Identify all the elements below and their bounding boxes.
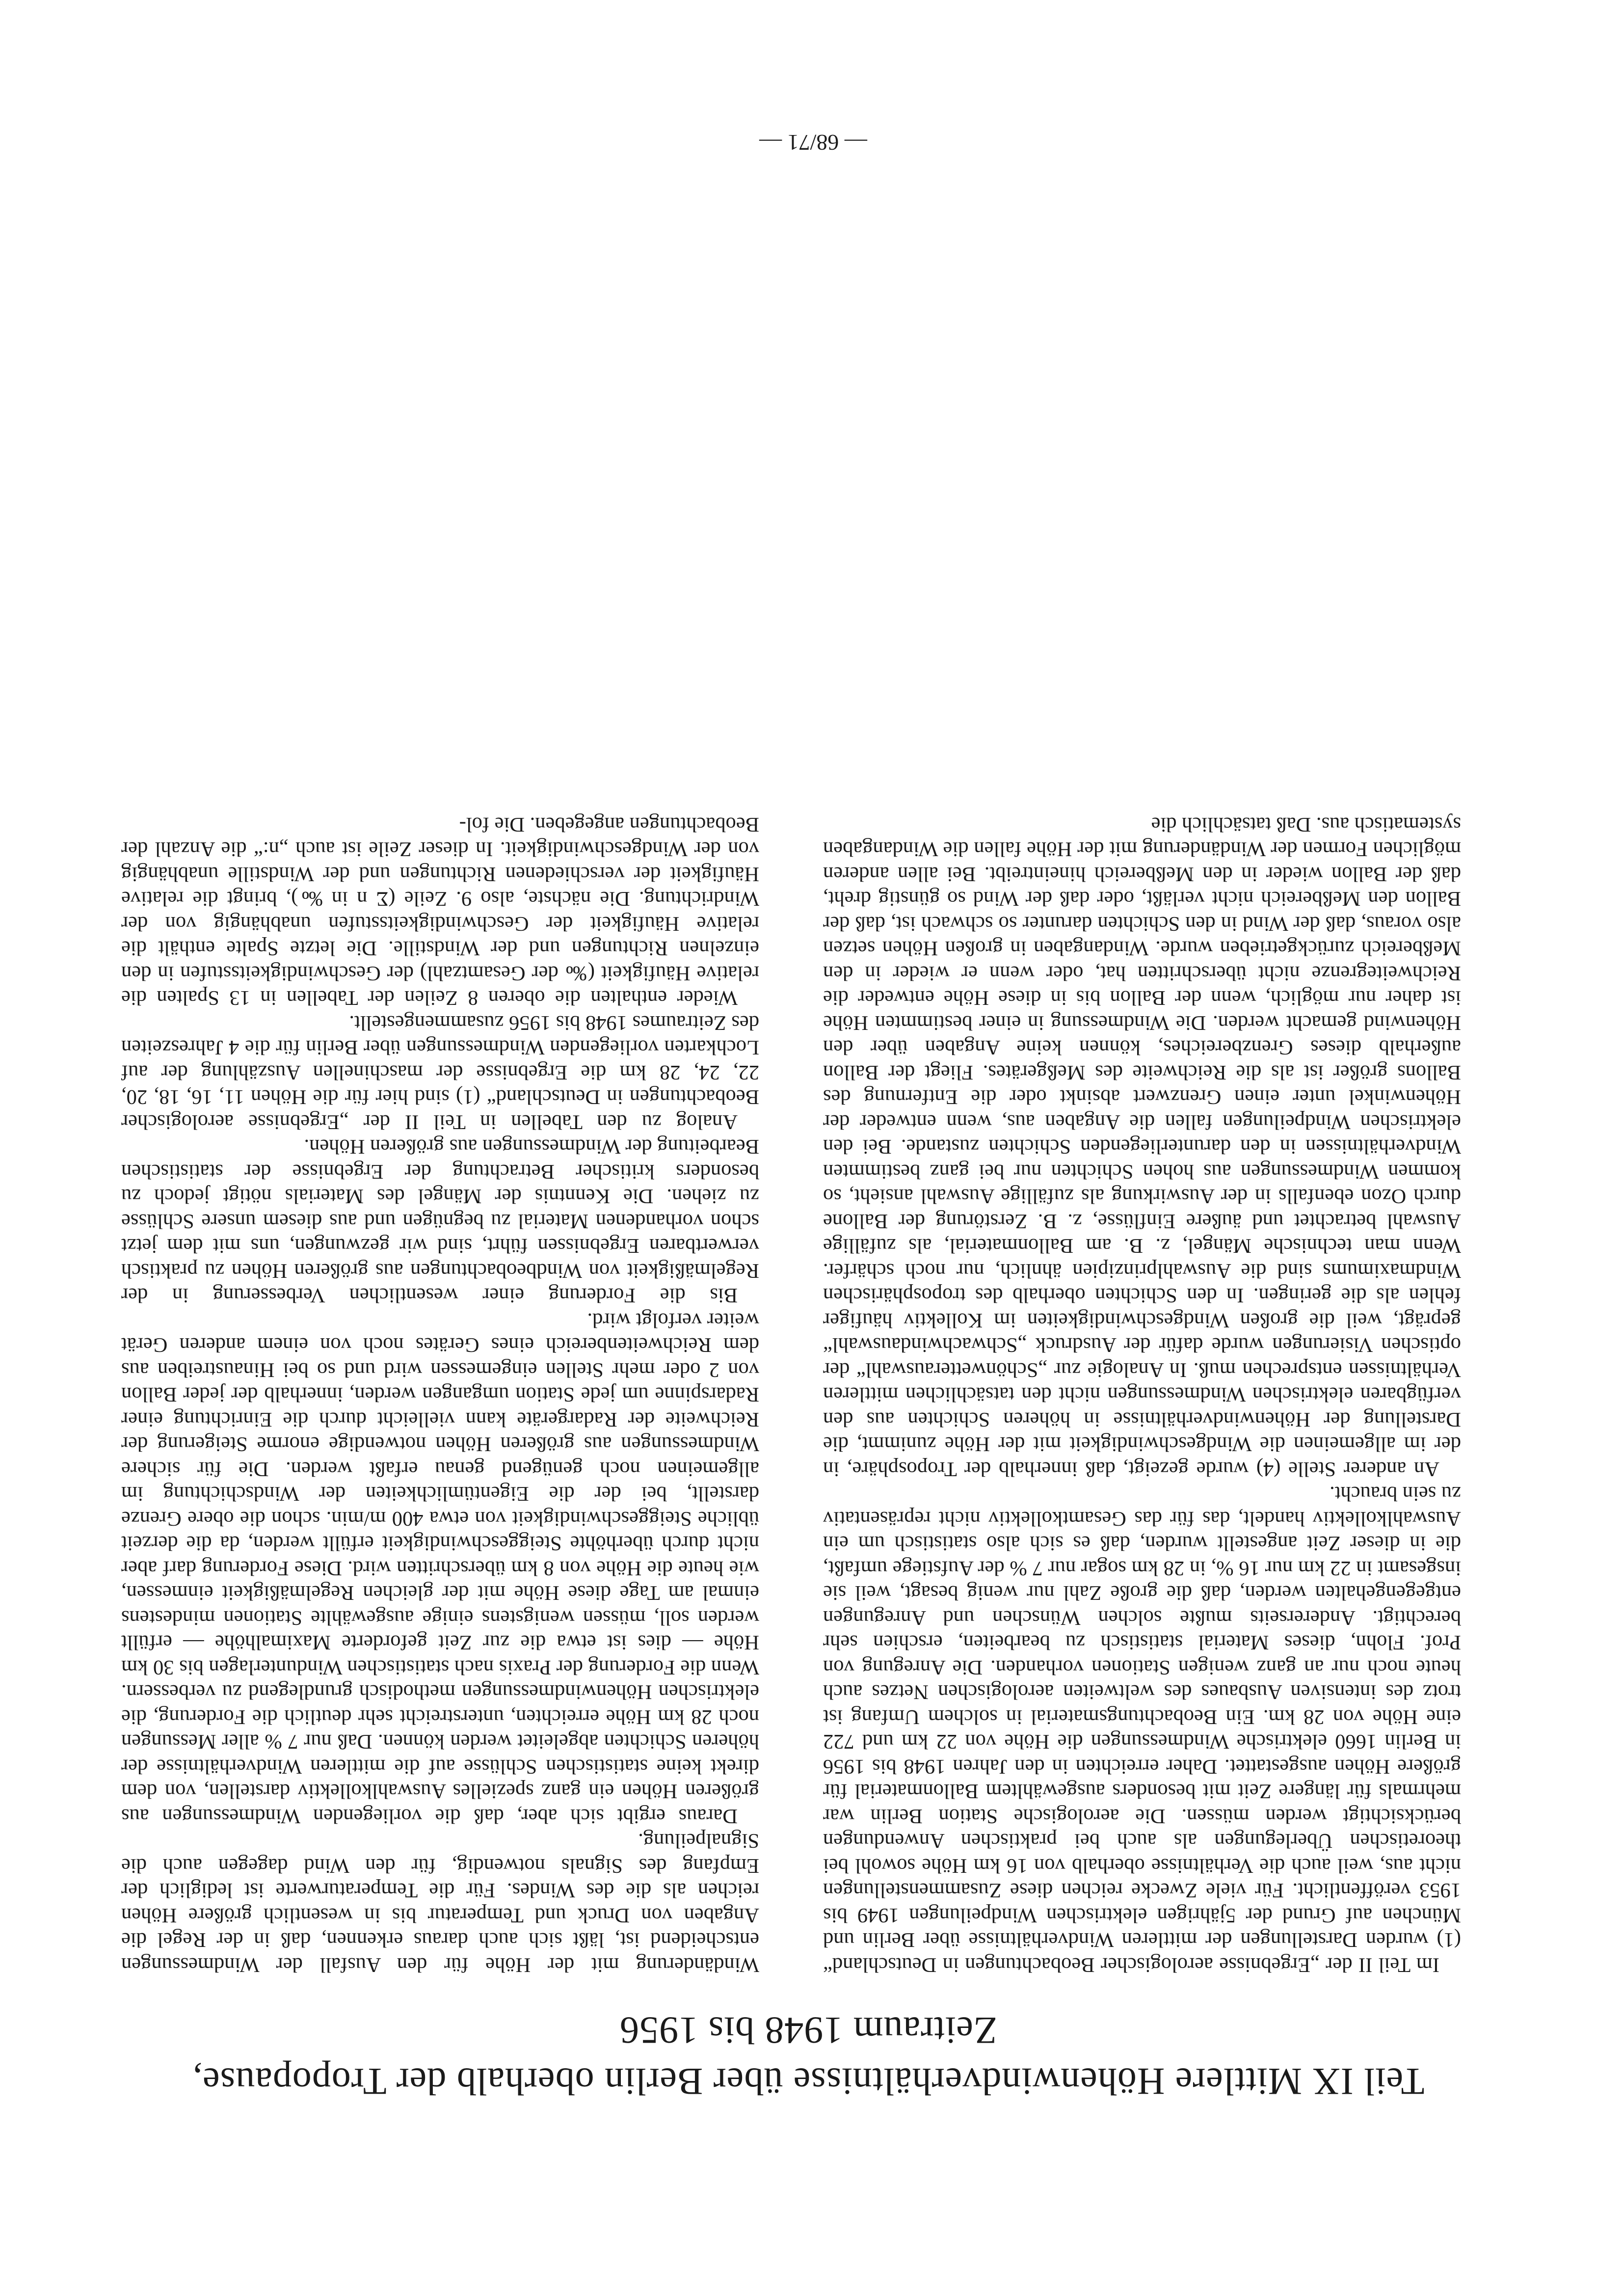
left-text-column xyxy=(823,812,1461,1977)
page-title xyxy=(141,2005,1476,2107)
paragraph: Im Teil II der „Ergebnisse aerologischer Beobachtungen in Deutschland“ (1) wurden Darstellungen der mittleren Windverhältnisse über Berlin und München auf Grund der 5jährigen elektrischen Windpeilungen 1949 bis 1953 veröffentlicht. Für viele Zwecke reichen diese Zusammenstellungen nicht aus, weil auch die Verhältnisse oberhalb von 16 km Höhe sowohl bei theoretischen Überlegungen als auch bei praktischen Anwendungen berücksichtigt werden müssen. Die aerologische Station Berlin war mehrmals für längere Zeit mit besonders ausgewähltem Ballonmaterial für größere Höhen ausgestattet. Daher erreichten in den Jahren 1948 bis 1956 in Berlin 1660 elektrische Windmessungen die Höhe von 22 km und 722 eine Höhe von 28 km. Ein Beobachtungsmaterial in solchem Umfang ist trotz des intensiven Ausbaues des weltweiten aerologischen Netzes auch heute noch nur an ganz wenigen Stationen vorhanden. Die Anregung von Prof. Flohn, dieses Material statistisch zu bearbeiten, erschien sehr berechtigt. Andererseits mußte solchen Wünschen und Anregungen entgegengehalten werden, daß die große Zahl nur wenig besagt, weil sie insgesamt in 22 km nur 16 %, in 28 km sogar nur 7 % der Aufstiege umfaßt, die in dieser Zeit angestellt wurden, daß es sich also statistisch um ein Auswahlkollektiv handelt, das für das Gesamtkollektiv nicht repräsentativ zu sein braucht. xyxy=(823,1482,1461,1976)
right-text-column xyxy=(121,812,759,1977)
title-line-2: Zeitraum 1948 bis 1956 xyxy=(619,2009,997,2052)
paragraph: Windänderung mit der Höhe für den Ausfall der Windmessungen entscheidend ist, läßt sich auch daraus erkennen, daß in der Regel die Angaben von Druck und Temperatur bis in wesentlich größere Höhen reichen als die des Windes. Für die Temperaturwerte ist lediglich der Empfang des Signals notwendig, für den Wind dagegen auch die Signalpeilung. xyxy=(121,1829,759,1976)
page-number: — 68/71 — xyxy=(759,130,867,155)
paragraph: Analog zu den Tabellen in Teil II der „Ergebnisse aerologischer Beobachtungen in Deutschland“ (1) sind hier für die Höhen 11, 16, 18, 20, 22, 24, 28 km die Ergebnisse der maschinellen Auszählung der auf Lochkarten vorliegenden Windmessungen über Berlin für die 4 Jahreszeiten des Zeitraumes 1948 bis 1956 zusammengestellt. xyxy=(121,1011,759,1134)
paragraph: Daraus ergibt sich aber, daß die vorliegenden Windmessungen aus größeren Höhen ein ganz spezielles Auswahlkollektiv darstellen, von dem direkt keine statistischen Schlüsse auf die mittleren Windverhältnisse der höheren Schichten abgeleitet werden können. Daß nur 7 % aller Messungen noch 28 km Höhe erreichten, unterstreicht sehr deutlich die Forderung, die elektrischen Höhenwindmessungen methodisch grundlegend zu verbessern. Wenn die Forderung der Praxis nach statistischen Windunterlagen bis 30 km Höhe — dies ist etwa die zur Zeit geforderte Maximalhöhe — erfüllt werden soll, müssen wenigstens einige ausgewählte Stationen mindestens einmal am Tage diese Höhe mit der gleichen Regelmäßigkeit einmessen, wie heute die Höhe von 8 km überschritten wird. Diese Forderung darf aber nicht durch überhöhte Steiggeschwindigkeit erfüllt werden, da die derzeit übliche Steiggeschwindigkeit von etwa 400 m/min. schon die obere Grenze darstellt, bei der die Eigentümlichkeiten der Windschichtung im allgemeinen noch genügend genau erfaßt werden. Die für sichere Windmessungen aus größeren Höhen notwendige enorme Steigerung der Reichweite der Radargeräte kann vielleicht durch die Einrichtung einer Radarspinne um jede Station umgangen werden, innerhalb der jeder Ballon von 2 oder mehr Stellen eingemessen wird und so bei Hinaustreiben aus dem Reichweitenbereich eines Gerätes noch von einem anderen Gerät weiter verfolgt wird. xyxy=(121,1309,759,1828)
paragraph: Wieder enthalten die oberen 8 Zeilen der Tabellen in 13 Spalten die relative Häufigkeit (‰ der Gesamtzahl) der Geschwindigkeitsstufen in den einzelnen Richtungen und der Windstille. Die letzte Spalte enthält die relative Häufigkeit der Geschwindigkeitsstufen unabhängig von der Windrichtung. Die nächste, also 9. Zeile (Σ n in ‰), bringt die relative Häufigkeit der verschiedenen Richtungen und der Windstille unabhängig von der Windgeschwindigkeit. In dieser Zeile ist auch „n:“ die Anzahl der Beobachtungen angegeben. Die fol- xyxy=(121,813,759,1010)
paragraph: An anderer Stelle (4) wurde gezeigt, daß innerhalb der Troposphäre, in der im allgemeinen die Windgeschwindigkeit mit der Höhe zunimmt, die Darstellung der Höhenwindverhältnisse in höheren Schichten aus den verfügbaren elektrischen Windmessungen nicht den tatsächlichen mittleren Verhältnissen entsprechen muß. In Analogie zur „Schönwetterauswahl“ der optischen Visierungen wurde dafür der Ausdruck „Schwachwindauswahl“ geprägt, weil die großen Windgeschwindigkeiten im Kollektiv häufiger fehlen als die geringen. In den Schichten oberhalb des troposphärischen Windmaximums sind die Auswahlprinzipien ähnlich, nur noch schärfer. Wenn man technische Mängel, z. B. am Ballonmaterial, als zufällige Auswahl betrachtet und äußere Einflüsse, z. B. Zerstörung der Ballone durch Ozon ebenfalls in der Auswirkung als zufällige Auswahl ansieht, so kommen Windmessungen aus hohen Schichten nur bei ganz bestimmten Windverhältnissen in den darunterliegenden Schichten zustande. Bei den elektrischen Windpeilungen fallen die Angaben aus, wenn entweder der Höhenwinkel unter einen Grenzwert absinkt oder die Entfernung des Ballons größer ist als die Reichweite des Meßgerätes. Fliegt der Ballon außerhalb dieses Grenzbereiches, können keine Angaben über den Höhenwind gemacht werden. Die Windmessung in einer bestimmten Höhe ist daher nur möglich, wenn der Ballon bis in diese Höhe entweder die Reichweitegrenze nicht überschritten hat, oder wenn er wieder in den Meßbereich zurückgetrieben wurde. Windangaben in großen Höhen setzen also voraus, daß der Wind in den Schichten darunter so schwach ist, daß der Ballon den Meßbereich nicht verläßt, oder daß der Wind so günstig dreht, daß der Ballon wieder in den Meßbereich hineintreibt. Bei allen anderen möglichen Formen der Windänderung mit der Höhe fallen die Windangaben systematisch aus. Daß tatsächlich die xyxy=(823,813,1461,1481)
paragraph: Bis die Forderung einer wesentlichen Verbesserung in der Regelmäßigkeit von Windbeobachtungen aus größeren Höhen zu praktisch verwertbaren Ergebnissen führt, sind wir gezwungen, uns mit dem jetzt schon vorhandenen Material zu begnügen und aus diesem unsere Schlüsse zu ziehen. Die Kenntnis der Mängel des Materials nötigt jedoch zu besonders kritischer Betrachtung der Ergebnisse der statistischen Bearbeitung der Windmessungen aus größeren Höhen. xyxy=(121,1135,759,1307)
title-line-1: Teil IX Mittlere Höhenwindverhältnisse über Berlin oberhalb der Tropopause, xyxy=(192,2060,1425,2103)
